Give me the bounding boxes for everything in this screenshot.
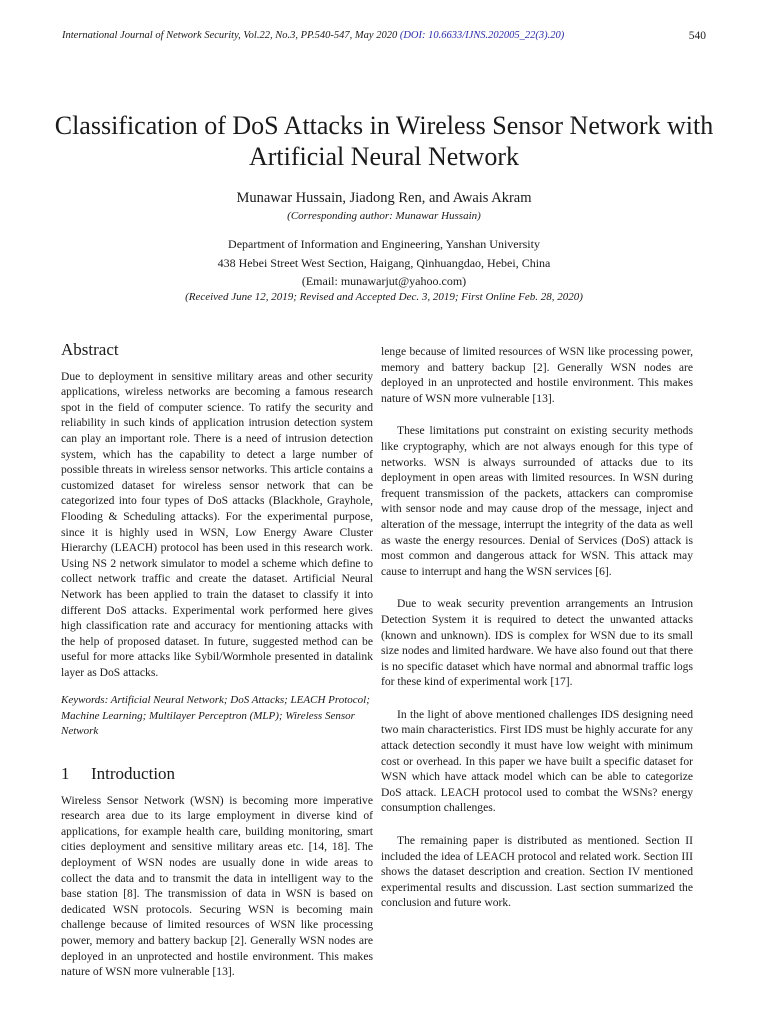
journal-citation [62, 30, 564, 42]
section-title: Introduction [91, 763, 176, 783]
intro-paragraph-2: These limitations put constraint on existing security methods like cryptography, which are not always enough for this type of networks. WSN is always surrounded of attacks due to its deployment in open areas with limited resources. In WSN during frequent transmission of the packets, attackers can compromise with sensor node and may cause drop of the message, inject and alteration of the message, interrupt the integrity of the data as well as waste the energy resources. Denial of Services (DoS) attack is most common and dangerous attack for WSN. This attack may cause to interrupt and hang the WSN services [6]. [381, 424, 693, 578]
abstract-text: Due to deployment in sensitive military areas and other security applications, wireless networks are becoming a famous research spot in the field of computer science. To ratify the security and reliability in such kinds of application intrusion detection system can play an important role. There is a need of intrusion detection system, which has the capability to detect a large number of possible threats in wireless sensor networks. This article contains a customized dataset for wireless sensor network that can be categorized into four types of DoS attacks (Blackhole, Grayhole, Flooding & Scheduling attacks). For the experimental purpose, since it is highly used in WSN, Low Energy Aware Cluster Hierarchy (LEACH) protocol has been used in this research work. Using NS 2 network simulator to model a scheme which define to collect network traffic and create the dataset. Artificial Neural Network has been applied to train the dataset to classify it into different DoS attacks. Experimental work performed here gives high classification rate and accuracy for mentioning attacks with the help of proposed dataset. In future, suggested method can be useful for more attacks like Sybil/Wormhole presented in datalink layer as DoS attacks. [61, 369, 373, 679]
intro-paragraph-5: The remaining paper is distributed as mentioned. Section II included the idea of LEACH protocol and related work. Section III shows the dataset description and creation. Section IV mentioned experimental results and discussion. Last section summarized the conclusion and future work. [381, 834, 693, 910]
authors: Munawar Hussain, Jiadong Ren, and Awais Akram [236, 190, 532, 206]
running-header [62, 30, 706, 42]
intro-paragraph-1-continued: lenge because of limited resources of WSN like processing power, memory and battery backup [2]. Generally WSN nodes are deployed in an unprotected and hostile environment. This makes nature of WSN more vulnerable [13]. [381, 345, 693, 405]
abstract-heading: Abstract [61, 340, 119, 359]
left-column [61, 340, 373, 979]
paper-title: Classification of DoS Attacks in Wireless Sensor Network with Artificial Neural Network [54, 111, 714, 171]
page-number: 540 [688, 30, 706, 42]
intro-paragraph-3: Due to weak security prevention arrangements an Intrusion Detection System it is required to detect the unwanted attacks (known and unknown). IDS is complex for WSN due to its small size nodes and limited hardware. We have also found out that there is no specific dataset which have normal and abnormal traffic logs for these kind of experimental work [17]. [381, 597, 693, 689]
affiliation-department: Department of Information and Engineering, Yanshan University [228, 237, 540, 251]
section-number: 1 [61, 763, 70, 783]
submission-dates: (Received June 12, 2019; Revised and Accepted Dec. 3, 2019; First Online Feb. 28, 2020) [185, 291, 583, 303]
affiliation-address: 438 Hebei Street West Section, Haigang, Qinhuangdao, Hebei, China [217, 255, 551, 270]
introduction-heading [61, 763, 373, 783]
intro-paragraph-4: In the light of above mentioned challenges IDS designing need two main characteristics. First IDS must be highly accurate for any attack detection secondly it must have low weight with minimum cost or overhead. In this paper we have built a specific dataset for WSN which have attack model which can be able to categorize DoS attack. LEACH protocol used to combat the WSNs? energy consumption challenges. [381, 707, 693, 815]
journal-name: International Journal of Network Security, Vol.22, No.3, PP.540-547, May 2020 [62, 30, 398, 41]
doi-link[interactable]: (DOI: 10.6633/IJNS.202005_22(3).20) [399, 30, 565, 41]
corresponding-author: (Corresponding author: Munawar Hussain) [287, 210, 481, 222]
affiliation-email: (Email: munawarjut@yahoo.com) [301, 274, 467, 288]
right-column [381, 344, 693, 911]
affiliation [0, 235, 768, 291]
keywords: Keywords: Artificial Neural Network; DoS Attacks; LEACH Protocol; Machine Learning; Multilayer Perceptron (MLP); Wireless Sensor Network [61, 694, 370, 738]
intro-paragraph-1: Wireless Sensor Network (WSN) is becoming more imperative research area due to its large employment in diverse kind of applications, for example health care, building monitoring, smart cities deployment and sensitive military areas etc. [14, 18]. The deployment of WSN nodes are usually done in wide areas to collect the data and to transmit the data in intelligent way to the base station [8]. The transmission of data in WSN is based on dedicated WSN protocols. Securing WSN is becoming main challenge because of limited resources of WSN like processing power, memory and battery backup [2]. Generally WSN nodes are deployed in an unprotected and hostile environment. This makes nature of WSN more vulnerable [13]. [61, 793, 373, 979]
